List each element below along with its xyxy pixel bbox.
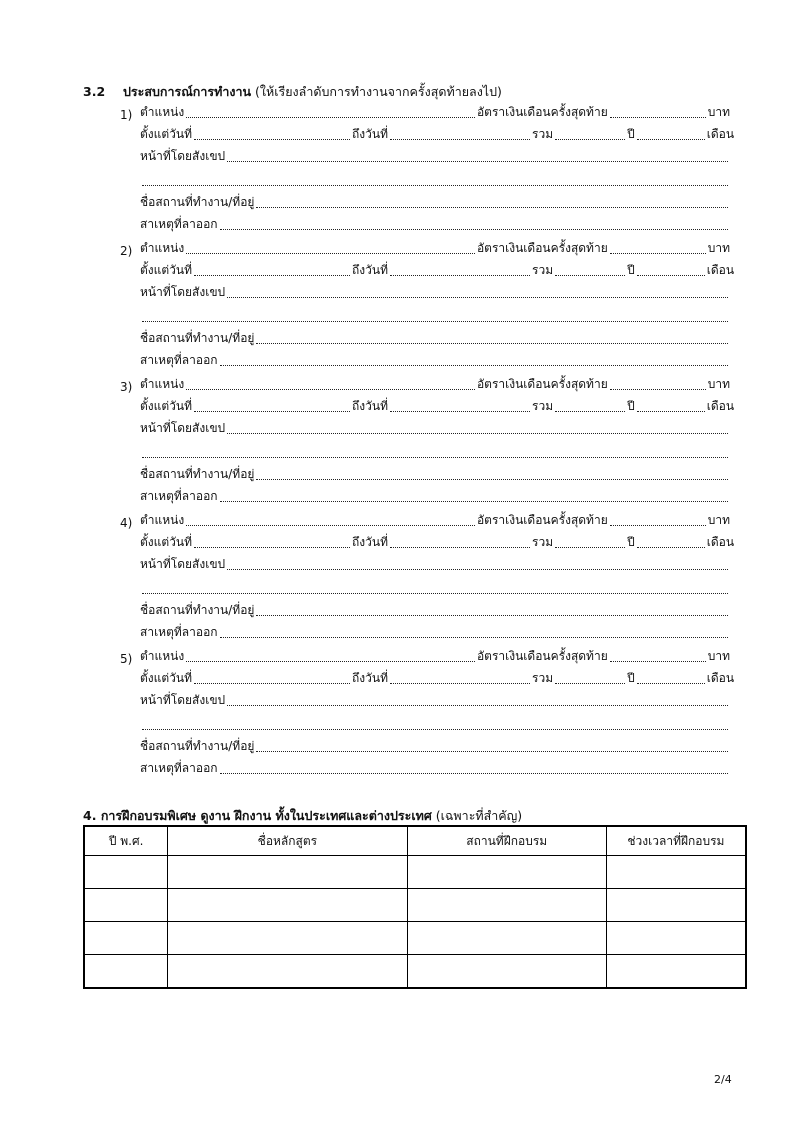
period-row [140,668,735,688]
period-cell[interactable] [606,922,746,955]
to-date-label: ถึงวันที่ [352,399,389,413]
from-date-field[interactable] [194,547,350,548]
duties-row-2 [140,578,730,598]
table-row [84,889,746,922]
reason-field[interactable] [220,229,728,230]
col-year: ปี พ.ศ. [84,826,168,856]
page-number: 2/4 [714,1073,732,1086]
month-label: เดือน [706,535,735,549]
reason-field[interactable] [220,637,728,638]
from-date-field[interactable] [194,139,350,140]
total-label: รวม [532,399,554,413]
workplace-label: ชื่อสถานที่ทำงาน/ที่อยู่ [140,195,255,209]
month-label: เดือน [706,671,735,685]
col-training-place: สถานที่ฝึกอบรม [407,826,606,856]
place-cell[interactable] [407,856,606,889]
position-field[interactable] [186,389,475,390]
reason-field[interactable] [220,501,728,502]
total-years-field[interactable] [555,683,625,684]
duties-label: หน้าที่โดยสังเขป [140,421,226,435]
position-field[interactable] [186,661,475,662]
workplace-row [140,192,730,212]
salary-field[interactable] [610,525,706,526]
total-months-field[interactable] [637,683,705,684]
section-number: 3.2 [83,84,106,99]
duties-field[interactable] [227,297,728,298]
workplace-row [140,328,730,348]
baht-label: บาท [707,513,730,527]
to-date-field[interactable] [390,547,530,548]
course-cell[interactable] [168,955,407,989]
to-date-label: ถึงวันที่ [352,263,389,277]
year-label: ปี [627,263,635,277]
period-cell[interactable] [606,955,746,989]
entry-number: 5) [120,652,133,666]
duties-label: หน้าที่โดยสังเขป [140,149,226,163]
reason-row [140,214,730,234]
work-entry [0,238,794,374]
reason-field[interactable] [220,365,728,366]
position-row [140,510,730,530]
to-date-field[interactable] [390,275,530,276]
workplace-label: ชื่อสถานที่ทำงาน/ที่อยู่ [140,467,255,481]
salary-label: อัตราเงินเดือนครั้งสุดท้าย [476,241,608,255]
duties-field[interactable] [227,433,728,434]
section-4-title: การฝึกอบรมพิเศษ ดูงาน ฝึกงาน ทั้งในประเทศและต่างประเทศ [100,808,432,823]
period-row [140,260,735,280]
duties-row-2 [140,442,730,462]
reason-field[interactable] [220,773,728,774]
section-3-2-heading [83,82,502,102]
position-label: ตำแหน่ง [140,105,185,119]
workplace-field[interactable] [256,343,728,344]
period-cell[interactable] [606,856,746,889]
month-label: เดือน [706,127,735,141]
total-years-field[interactable] [555,139,625,140]
reason-label: สาเหตุที่ลาออก [140,353,218,367]
to-date-label: ถึงวันที่ [352,127,389,141]
workplace-field[interactable] [256,479,728,480]
workplace-label: ชื่อสถานที่ทำงาน/ที่อยู่ [140,331,255,345]
duties-row-2 [140,170,730,190]
work-experience-entries [0,102,794,782]
place-cell[interactable] [407,922,606,955]
position-field[interactable] [186,525,475,526]
year-cell[interactable] [84,922,168,955]
duties-field-continued[interactable] [142,457,728,458]
workplace-row [140,600,730,620]
duties-row [140,418,730,438]
salary-field[interactable] [610,253,706,254]
duties-row-2 [140,306,730,326]
work-entry [0,102,794,238]
total-months-field[interactable] [637,411,705,412]
col-course-name: ชื่อหลักสูตร [168,826,407,856]
entry-number: 2) [120,244,133,258]
position-label: ตำแหน่ง [140,241,185,255]
salary-field[interactable] [610,389,706,390]
entry-number: 4) [120,516,133,530]
month-label: เดือน [706,263,735,277]
duties-row [140,554,730,574]
col-training-period: ช่วงเวลาที่ฝึกอบรม [606,826,746,856]
position-field[interactable] [186,117,475,118]
workplace-row [140,736,730,756]
to-date-field[interactable] [390,683,530,684]
work-entry [0,374,794,510]
baht-label: บาท [707,377,730,391]
total-years-field[interactable] [555,547,625,548]
to-date-label: ถึงวันที่ [352,671,389,685]
course-cell[interactable] [168,922,407,955]
duties-label: หน้าที่โดยสังเขป [140,557,226,571]
training-table [83,825,747,989]
total-months-field[interactable] [637,139,705,140]
position-field[interactable] [186,253,475,254]
duties-field-continued[interactable] [142,593,728,594]
place-cell[interactable] [407,955,606,989]
workplace-field[interactable] [256,615,728,616]
duties-field[interactable] [227,569,728,570]
workplace-label: ชื่อสถานที่ทำงาน/ที่อยู่ [140,603,255,617]
course-cell[interactable] [168,856,407,889]
salary-field[interactable] [610,661,706,662]
table-row [84,922,746,955]
period-cell[interactable] [606,889,746,922]
year-cell[interactable] [84,889,168,922]
year-cell[interactable] [84,856,168,889]
section-note: (ให้เรียงลำดับการทำงานจากครั้งสุดท้ายลงไป) [255,84,502,99]
duties-label: หน้าที่โดยสังเขป [140,693,226,707]
duties-field-continued[interactable] [142,729,728,730]
to-date-field[interactable] [390,411,530,412]
workplace-field[interactable] [256,751,728,752]
section-4-note: (เฉพาะที่สำคัญ) [435,808,523,823]
training-table-header [84,826,746,856]
month-label: เดือน [706,399,735,413]
duties-field[interactable] [227,705,728,706]
to-date-field[interactable] [390,139,530,140]
duties-label: หน้าที่โดยสังเขป [140,285,226,299]
work-entry [0,510,794,646]
position-row [140,102,730,122]
reason-label: สาเหตุที่ลาออก [140,625,218,639]
work-entry [0,646,794,782]
position-row [140,374,730,394]
from-date-field[interactable] [194,683,350,684]
salary-label: อัตราเงินเดือนครั้งสุดท้าย [476,105,608,119]
reason-row [140,350,730,370]
period-row [140,532,735,552]
total-years-field[interactable] [555,411,625,412]
salary-label: อัตราเงินเดือนครั้งสุดท้าย [476,513,608,527]
workplace-field[interactable] [256,207,728,208]
entry-number: 3) [120,380,133,394]
from-date-label: ตั้งแต่วันที่ [140,127,193,141]
duties-field-continued[interactable] [142,321,728,322]
section-4-number: 4. [83,808,97,823]
period-row [140,396,735,416]
year-label: ปี [627,535,635,549]
baht-label: บาท [707,105,730,119]
reason-label: สาเหตุที่ลาออก [140,489,218,503]
baht-label: บาท [707,649,730,663]
table-row [84,955,746,989]
total-months-field[interactable] [637,547,705,548]
position-label: ตำแหน่ง [140,377,185,391]
from-date-label: ตั้งแต่วันที่ [140,535,193,549]
total-years-field[interactable] [555,275,625,276]
course-cell[interactable] [168,889,407,922]
total-label: รวม [532,535,554,549]
salary-field[interactable] [610,117,706,118]
total-months-field[interactable] [637,275,705,276]
position-label: ตำแหน่ง [140,649,185,663]
duties-row-2 [140,714,730,734]
position-row [140,238,730,258]
baht-label: บาท [707,241,730,255]
section-title: ประสบการณ์การทำงาน [122,84,252,99]
position-row [140,646,730,666]
workplace-label: ชื่อสถานที่ทำงาน/ที่อยู่ [140,739,255,753]
year-label: ปี [627,671,635,685]
total-label: รวม [532,671,554,685]
workplace-row [140,464,730,484]
duties-row [140,690,730,710]
total-label: รวม [532,127,554,141]
entry-number: 1) [120,108,133,122]
duties-row [140,282,730,302]
position-label: ตำแหน่ง [140,513,185,527]
table-row [84,856,746,889]
from-date-field[interactable] [194,275,350,276]
from-date-label: ตั้งแต่วันที่ [140,399,193,413]
reason-label: สาเหตุที่ลาออก [140,761,218,775]
duties-field-continued[interactable] [142,185,728,186]
salary-label: อัตราเงินเดือนครั้งสุดท้าย [476,377,608,391]
reason-label: สาเหตุที่ลาออก [140,217,218,231]
reason-row [140,622,730,642]
to-date-label: ถึงวันที่ [352,535,389,549]
from-date-label: ตั้งแต่วันที่ [140,671,193,685]
from-date-field[interactable] [194,411,350,412]
from-date-label: ตั้งแต่วันที่ [140,263,193,277]
total-label: รวม [532,263,554,277]
duties-field[interactable] [227,161,728,162]
year-label: ปี [627,399,635,413]
duties-row [140,146,730,166]
period-row [140,124,735,144]
reason-row [140,758,730,778]
salary-label: อัตราเงินเดือนครั้งสุดท้าย [476,649,608,663]
year-cell[interactable] [84,955,168,989]
year-label: ปี [627,127,635,141]
reason-row [140,486,730,506]
place-cell[interactable] [407,889,606,922]
section-4-heading [83,806,522,826]
